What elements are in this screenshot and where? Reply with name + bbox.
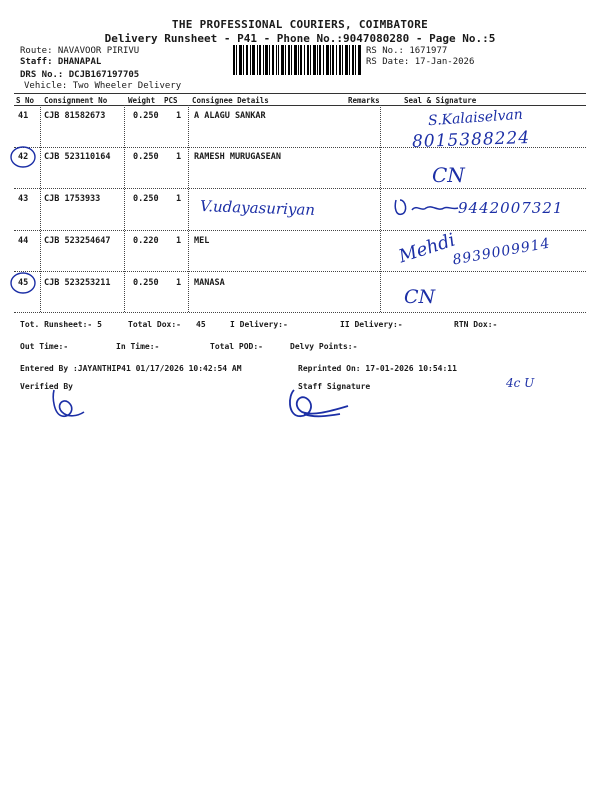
col-sep <box>380 105 381 312</box>
row-sno: 41 <box>18 111 29 121</box>
table-top-rule <box>14 93 586 94</box>
total-pod: Total POD:- <box>210 342 263 351</box>
out-time: Out Time:- <box>20 342 69 351</box>
ii-delivery: II Delivery:- <box>340 320 403 329</box>
barcode <box>233 45 361 75</box>
row-sno: 45 <box>18 278 29 288</box>
row-weight: 0.250 <box>133 194 159 204</box>
col-sep <box>40 105 41 312</box>
col-header-pcs: PCS <box>164 96 178 105</box>
row-weight: 0.250 <box>133 278 159 288</box>
verified-by-label: Verified By <box>20 382 73 391</box>
row-consignee: RAMESH MURUGASEAN <box>194 152 281 162</box>
row-weight: 0.250 <box>133 111 159 121</box>
row-sep <box>14 312 586 313</box>
row-weight: 0.220 <box>133 236 159 246</box>
handwritten-mark-42: CN <box>432 163 465 187</box>
col-sep <box>124 105 125 312</box>
row-sep <box>14 271 586 272</box>
staff-signature <box>284 384 356 424</box>
handwritten-mark-45: CN <box>404 286 436 308</box>
i-delivery: I Delivery:- <box>230 320 288 329</box>
in-time: In Time:- <box>116 342 160 351</box>
col-header-seal-signature: Seal & Signature <box>404 96 477 105</box>
tot-runsheet: Tot. Runsheet:- 5 <box>20 320 102 329</box>
col-header-consignee: Consignee Details <box>192 96 269 105</box>
col-header-consignment: Consignment No <box>44 96 108 105</box>
handwritten-phone-44: 8939009914 <box>451 235 552 269</box>
col-header-remarks: Remarks <box>348 96 380 105</box>
delvy-points: Delvy Points:- <box>290 342 358 351</box>
row-weight: 0.250 <box>133 152 159 162</box>
total-dox-label: Total Dox:- <box>128 320 181 329</box>
entered-by: Entered By :JAYANTHIP41 01/17/2026 10:42:54 AM <box>20 364 242 373</box>
runsheet-title: Delivery Runsheet - P41 - Phone No.:9047080280 - Page No.:5 <box>104 32 496 45</box>
row-consignment: CJB 81582673 <box>44 111 106 121</box>
handwritten-phone-43: 9442007321 <box>458 199 564 217</box>
company-title: THE PROFESSIONAL COURIERS, COIMBATORE <box>171 18 429 31</box>
signature-scribble-43 <box>392 194 462 220</box>
col-header-weight: Weight <box>128 96 156 105</box>
row-pcs: 1 <box>176 152 182 162</box>
table-header-rule <box>14 105 586 106</box>
handwritten-name-44: Mehdi <box>396 229 458 268</box>
row-sep <box>14 230 586 231</box>
ink-circle-45 <box>8 270 38 296</box>
total-dox-value: 45 <box>196 320 206 329</box>
handwritten-name-41: S.Kalaiselvan <box>427 106 524 130</box>
drs-number: DRS No.: DCJB167197705 <box>20 70 140 80</box>
row-sno: 43 <box>18 194 29 204</box>
rs-date: RS Date: 17-Jan-2026 <box>366 57 475 67</box>
row-pcs: 1 <box>176 111 182 121</box>
ink-circle-42 <box>8 144 38 170</box>
row-pcs: 1 <box>176 236 182 246</box>
row-consignee: MEL <box>194 236 210 246</box>
staff-label: Staff: DHANAPAL <box>20 57 102 67</box>
staff-signature-label: Staff Signature <box>298 382 371 391</box>
row-pcs: 1 <box>176 278 182 288</box>
corner-ink-mark: 4c U <box>506 376 535 390</box>
handwritten-phone-41: 8015388224 <box>411 127 531 153</box>
row-consignment: CJB 523110164 <box>44 152 111 162</box>
rtn-dox: RTN Dox:- <box>454 320 498 329</box>
row-sep <box>14 188 586 189</box>
col-header-sno: S No <box>16 96 35 105</box>
route-label: Route: NAVAVOOR PIRIVU <box>20 46 140 56</box>
reprinted-on: Reprinted On: 17-01-2026 10:54:11 <box>298 364 457 373</box>
row-consignment: CJB 1753933 <box>44 194 101 204</box>
rs-number: RS No.: 1671977 <box>366 46 448 56</box>
row-consignment: CJB 523254647 <box>44 236 111 246</box>
row-consignment: CJB 523253211 <box>44 278 111 288</box>
col-sep <box>188 105 189 312</box>
row-sno: 44 <box>18 236 29 246</box>
row-consignee: MANASA <box>194 278 225 288</box>
row-consignee: A ALAGU SANKAR <box>194 111 266 121</box>
verified-signature <box>48 388 88 422</box>
handwritten-name-43: V.udayasuriyan <box>199 196 316 220</box>
vehicle-label: Vehicle: Two Wheeler Delivery <box>24 81 182 91</box>
row-pcs: 1 <box>176 194 182 204</box>
row-sno: 42 <box>18 152 29 162</box>
